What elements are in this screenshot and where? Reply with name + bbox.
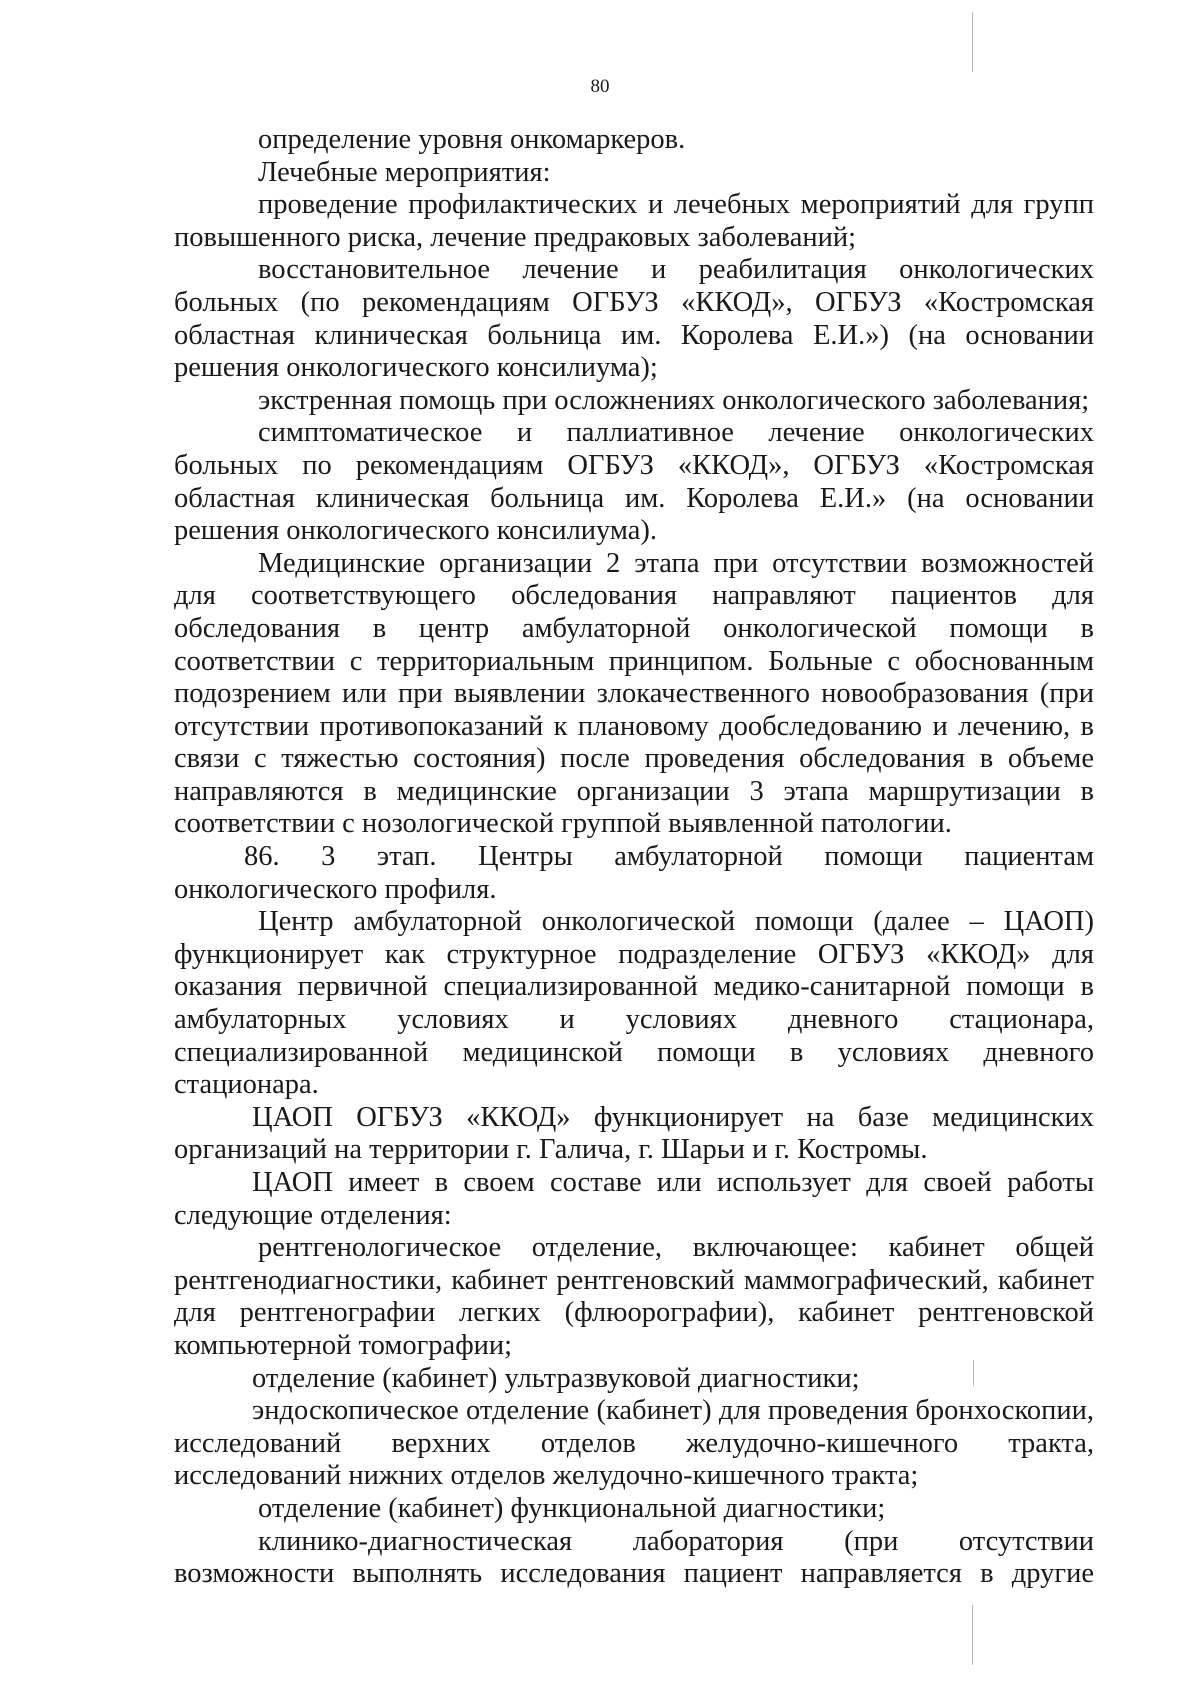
paragraph-emergency-care: экстренная помощь при осложнениях онкологического заболевания; <box>258 384 1090 416</box>
paragraph-ultrasound: отделение (кабинет) ультразвуковой диагностики; <box>252 1362 860 1394</box>
paragraph-palliative-care: симптоматическое и паллиативное лечение онкологических больных по рекомендациям ОГБУЗ «ККОД», ОГБУЗ «Костромская областная клиническая больница им. Королева Е.И.» (на основании решения онкологического консилиума). <box>174 417 1094 547</box>
paragraph-treatment-heading: Лечебные мероприятия: <box>258 156 551 188</box>
paragraph-prevention: проведение профилактических и лечебных мероприятий для групп повышенного риска, лечение предраковых заболеваний; <box>174 189 1094 253</box>
paragraph-caop-departments: ЦАОП имеет в своем составе или использует для своей работы следующие отделения: <box>174 1167 1094 1231</box>
scan-artifact-bottom <box>972 1605 973 1665</box>
paragraph-radiology-department: рентгенологическое отделение, включающее: кабинет общей рентгенодиагностики, кабинет рентгеновский маммографический, кабинет для рентгенографии легких (флюорографии), кабинет рентгеновской компьютерной томографии; <box>174 1232 1094 1361</box>
document-body <box>174 124 1094 1591</box>
scan-artifact-mid <box>973 1360 974 1386</box>
paragraph-stage-3-heading: 86. 3 этап. Центры амбулаторной помощи пациентам онкологического профиля. <box>174 841 1094 905</box>
paragraph-caop-definition: Центр амбулаторной онкологической помощи (далее – ЦАОП) функционирует как структурное подразделение ОГБУЗ «ККОД» для оказания первичной специализированной медико-санитарной помощи в амбулаторных условиях и условиях дневного стационара, специализированной медицинской помощи в условиях дневного стационара. <box>174 906 1094 1101</box>
paragraph-laboratory: клинико-диагностическая лаборатория (при отсутствии возможности выполнять исследования пациент направляется в другие <box>174 1525 1094 1590</box>
paragraph-tumor-markers: определение уровня онкомаркеров. <box>258 124 686 155</box>
scan-artifact-top <box>972 12 973 72</box>
page-number: 80 <box>590 76 610 97</box>
paragraph-caop-locations: ЦАОП ОГБУЗ «ККОД» функционирует на базе медицинских организаций на территории г. Галича, г. Шарьи и г. Костромы. <box>174 1101 1094 1166</box>
paragraph-functional-diagnostics: отделение (кабинет) функциональной диагностики; <box>258 1492 886 1524</box>
paragraph-rehabilitation: восстановительное лечение и реабилитация онкологических больных (по рекомендациям ОГБУЗ «ККОД», ОГБУЗ «Костромская областная клиническая больница им. Королева Е.И.») (на основании решения онкологического консилиума); <box>174 254 1094 384</box>
paragraph-stage-2-referral: Медицинские организации 2 этапа при отсутствии возможностей для соответствующего обследования направляют пациентов для обследования в центр амбулаторной онкологической помощи в соответствии с территориальным принципом. Больные с обоснованным подозрением или при выявлении злокачественного новообразования (при отсутствии противопоказаний к плановому дообследованию и лечению, в связи с тяжестью состояния) после проведения обследования в объеме направляются в медицинские организации 3 этапа маршрутизации в соответствии с нозологической группой выявленной патологии. <box>174 547 1094 840</box>
paragraph-endoscopy: эндоскопическое отделение (кабинет) для проведения бронхоскопии, исследований верхних отделов желудочно-кишечного тракта, исследований нижних отделов желудочно-кишечного тракта; <box>174 1395 1094 1492</box>
